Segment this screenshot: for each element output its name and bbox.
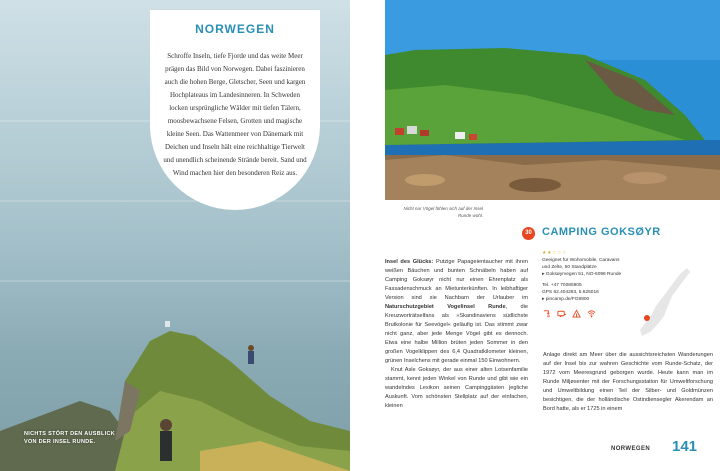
intro-text: Schroffe Inseln, tiefe Fjorde und das weite Meer prägen das Bild von Norwegen. Dabei faszinieren auch die hohen Berge, Gletscher, Seen und kargen Hochplateaus im Landesinneren. In Schweden locken ursprüngliche Wälder mit tiefen Tälern, moosbewachsene Felsen, Grotten und magische kleine Seen. Das Wattenmeer von Dänemark mit Deichen und Inseln hält eine reichhaltige Tierwelt und unendlich scheinende Strände bereit. Sand und Wind machen hier den besonderen Reiz aus. (163, 52, 307, 177)
right-page (370, 0, 720, 471)
location-pin (644, 315, 650, 321)
rating-stars: ★★☆☆☆ (542, 250, 567, 256)
info-suitability: Geeignet für Wohnmobile, Caravans (542, 258, 620, 263)
lead-in: Insel des Glücks: (385, 259, 434, 265)
camp-title: CAMPING GOKSØYR (542, 226, 661, 238)
page-title: NORWEGEN (195, 22, 275, 36)
caravan-icon (557, 309, 566, 318)
info-link[interactable]: ▸ pincamp.de/FG8800 (542, 297, 590, 302)
page-number: 141 (672, 438, 698, 455)
text-column-2 (543, 351, 713, 414)
caption-line: VON DER INSEL RUNDE. (24, 439, 96, 445)
paragraph: Anlage direkt am Meer über die aussichtsreichsten Wanderungen auf der Insel bis zur wahren Geschichte vom Runde-Schatz, der 1972 vom Meeresgrund geborgen wurde. Heute kann man im Runde Miljøsenter mit der Forschungsstation für Umweltforschung und Umweltbildung einen Teil der Silber- und Goldmünzen besichtigen, die der holländische Ostindiensegler Akerendam an Bord hatte, als er 1725 in einem (543, 352, 713, 412)
running-footer: NORWEGEN (611, 446, 651, 452)
tent-icon (572, 309, 581, 318)
caption-line: Runde wohl. (457, 213, 483, 218)
person-figure (248, 351, 254, 364)
intro-box (150, 10, 320, 210)
person-figure (160, 431, 172, 461)
cliff-illustration (0, 321, 350, 471)
info-address: ▸ Goksøyrvegen 51, NO-6096 Runde (542, 272, 622, 277)
caption-line: NICHTS STÖRT DEN AUSBLICK (24, 431, 116, 437)
text-span: Putzige Papageientaucher mit ihren weißen Bäuchen und bunten Schnäbeln haben auf Camping Goksøyr nicht nur einen Ehrenplatz als Fassadenschmuck an Mietunterkünften. In leibhaftiger Version sind sie Nachbarn der Urlauber im (385, 259, 528, 301)
entry-number-badge: 30 (522, 227, 535, 240)
info-gps: GPS 62.404283, 5.625016 (542, 290, 599, 295)
coast-photo (385, 0, 720, 200)
sea-line (0, 200, 350, 202)
shower-icon (542, 309, 551, 318)
left-page-photo (0, 0, 350, 471)
left-photo-caption (24, 430, 124, 446)
text-column-1 (385, 258, 528, 411)
paragraph (385, 258, 528, 366)
bold-text: Naturschutzgebiet Vogelinsel Runde (385, 304, 506, 310)
photo-caption (385, 205, 483, 219)
paragraph: Knut Asle Goksøyr, der aus einer alten Lotsenfamilie stammt, kennt jeden Winkel von Runde und gibt wie ein wandelndes Lexikon seinen Campinggästen jegliche Auskunft. Vom schönsten Stellplatz auf der einfachen, kleinen (385, 367, 528, 409)
info-phone: Tel. +47 70085905 (542, 283, 582, 288)
sea-line (0, 280, 350, 282)
wifi-icon (587, 309, 596, 318)
caption-line: Nicht nur Vögel fühlen sich auf der Insel (403, 206, 483, 211)
text-span: , die Kreuzworträtselfans als »Skandinaviens südlichste Brutkolonie für Seevögel« geläufig ist. Das stimmt zwar nicht ganz, aber jede Menge Vögel gibt es dennoch. Etwa eine halbe Million brüten jeden Sommer in den großen Vogelklippen des 6,4 Quadratkilometer kleinen, grünen Inselchens mit gerade einmal 150 Einwohnern. (385, 304, 529, 364)
norway-locator-map (632, 262, 692, 342)
person-figure (165, 321, 170, 327)
info-suitability: und Zelte, 50 Standplätze (542, 265, 597, 270)
